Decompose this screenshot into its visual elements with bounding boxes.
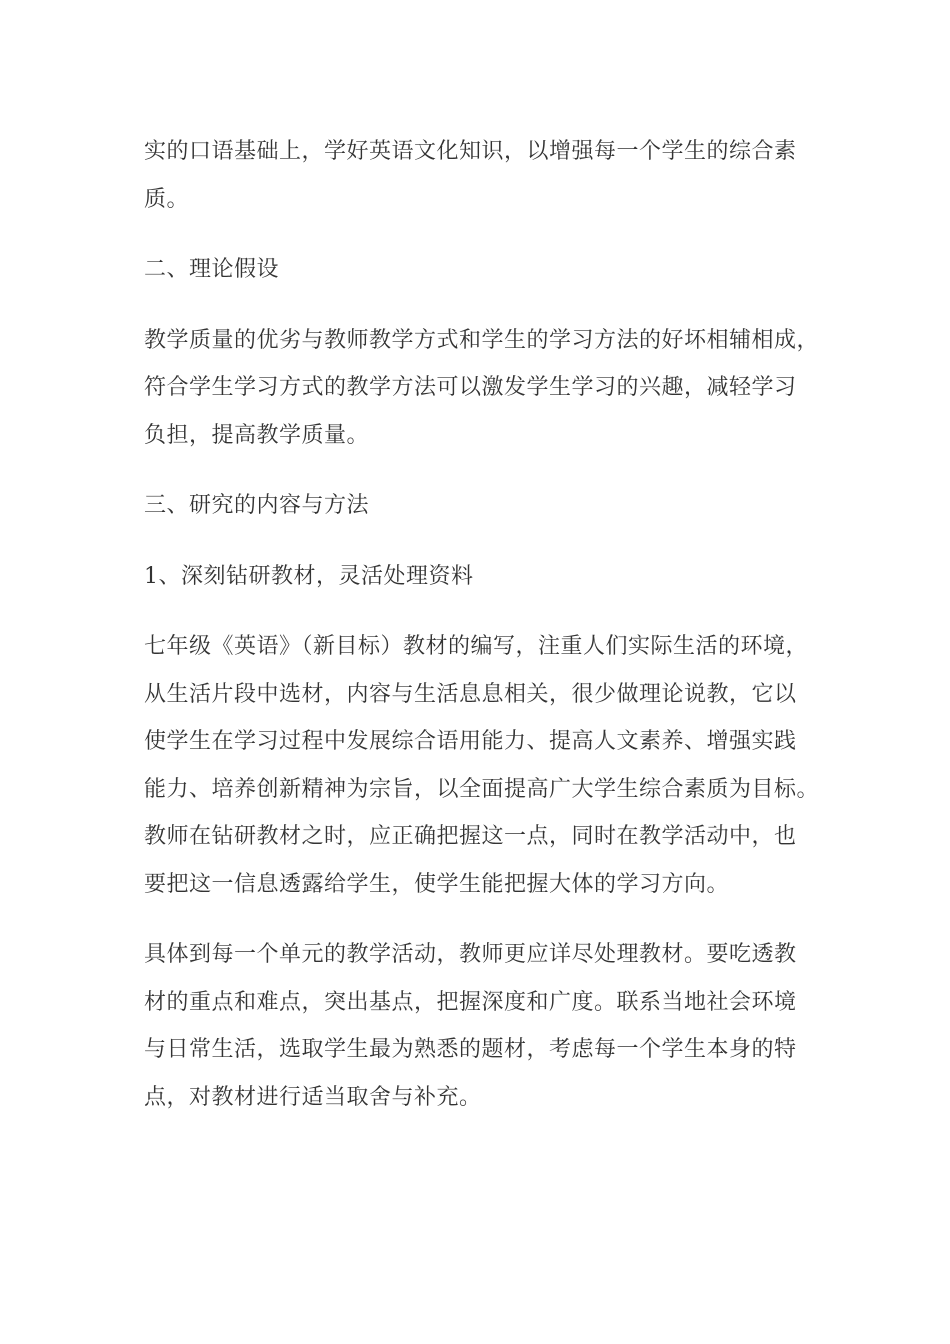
heading-line: 二、理论假设 [144,257,280,282]
heading-line: 三、研究的内容与方法 [144,493,370,518]
text-line: 能力、培养创新精神为宗旨，以全面提高广大学生综合素质为目标。 [144,776,820,802]
heading-line: 1、深刻钻研教材，灵活处理资料 [144,563,474,589]
section-heading-theory [144,246,814,294]
text-line: 从生活片段中选材，内容与生活息息相关，很少做理论说教，它以 [144,681,797,707]
text-line: 要把这一信息透露给学生，使学生能把握大体的学习方向。 [144,871,730,897]
paragraph-theory [144,317,820,460]
text-line: 符合学生学习方式的教学方法可以激发学生学习的兴趣，减轻学习 [144,375,797,400]
text-line: 材的重点和难点，突出基点，把握深度和广度。联系当地社会环境 [144,989,797,1015]
paragraph-intro-tail [144,128,814,223]
text-line: 与日常生活，选取学生最为熟悉的题材，考虑每一个学生本身的特 [144,1037,797,1062]
text-line: 负担，提高教学质量。 [144,422,370,448]
paragraph-textbook [144,623,820,908]
text-line: 教师在钻研教材之时，应正确把握这一点，同时在教学活动中，也 [144,824,797,849]
text-line: 点，对教材进行适当取舍与补充。 [144,1084,482,1110]
text-line: 使学生在学习过程中发展综合语用能力、提高人文素养、增强实践 [144,729,797,754]
paragraph-units [144,931,814,1121]
text-line: 七年级《英语》（新目标）教材的编写，注重人们实际生活的环境， [144,634,809,659]
subheading-textbook [144,553,814,601]
text-line: 实的口语基础上，学好英语文化知识，以增强每一个学生的综合素 [144,139,797,164]
section-heading-methods [144,482,814,530]
text-line: 具体到每一个单元的教学活动，教师更应详尽处理教材。要吃透教 [144,942,797,967]
text-line: 质。 [144,186,190,212]
text-line: 教学质量的优劣与教师教学方式和学生的学习方法的好坏相辅相成， [144,327,820,353]
document-page [144,128,820,1121]
